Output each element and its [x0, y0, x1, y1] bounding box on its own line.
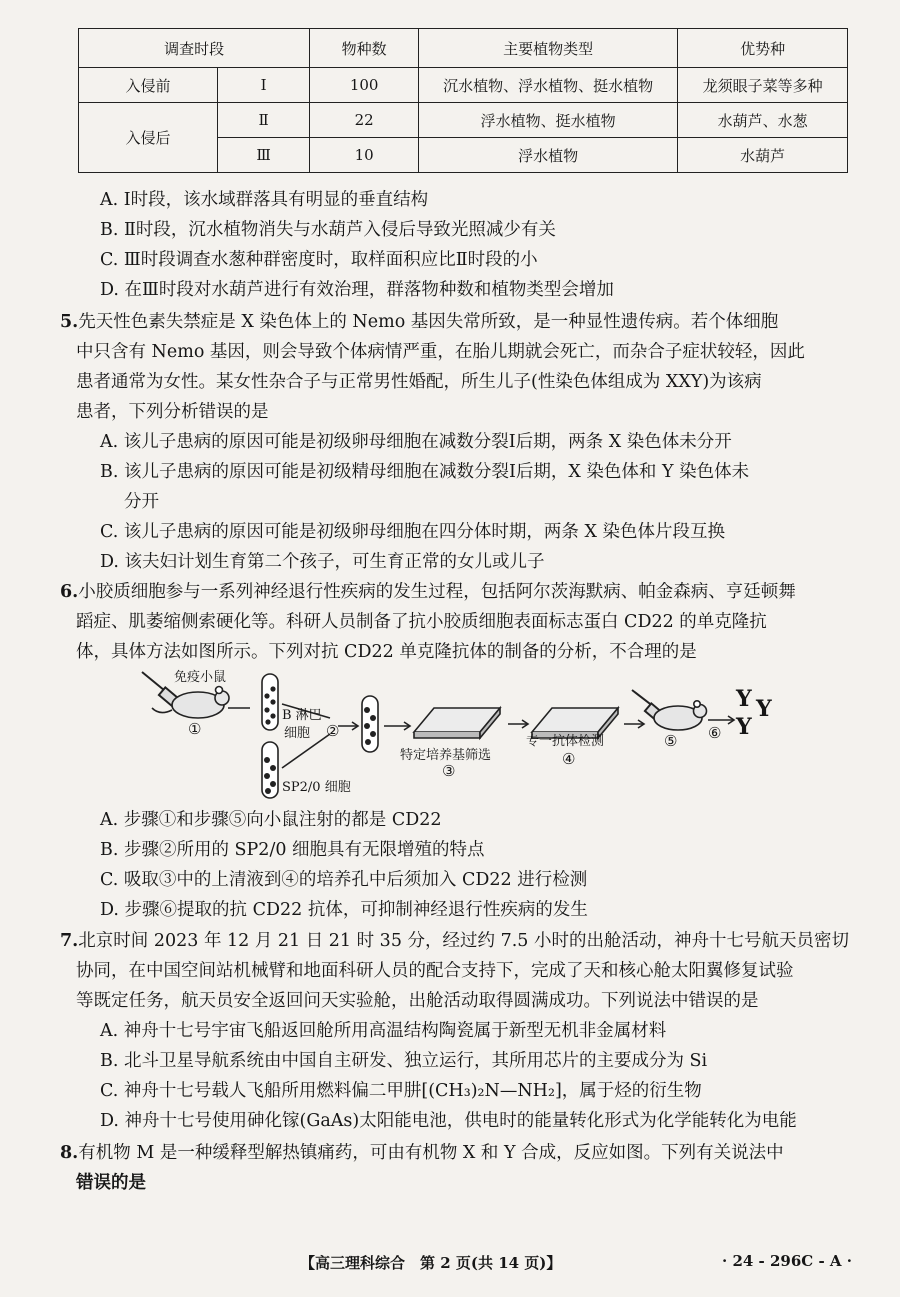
q6-option-a: A. 步骤①和步骤⑤向小鼠注射的都是 CD22 [100, 810, 442, 830]
q7-line-2: 协同，在中国空间站机械臂和地面科研人员的配合支持下，完成了天和核心舱太阳翼修复试验 [76, 961, 794, 981]
q5-option-b-cont: 分开 [124, 492, 159, 512]
species-cell: 100 [310, 68, 419, 103]
q4-option-b: B. Ⅱ时段，沉水植物消失与水葫芦入侵后导致光照减少有关 [100, 220, 556, 240]
step-3-label: ③ [442, 762, 456, 780]
table-header-row [79, 29, 848, 68]
q6-option-d: D. 步骤⑥提取的抗 CD22 抗体，可抑制神经退行性疾病的发生 [100, 900, 588, 920]
q8-number: 8. [60, 1143, 79, 1163]
screen-label: 特定培养基筛选 [400, 748, 492, 763]
q6-number: 6. [60, 582, 79, 602]
q6-option-c: C. 吸取③中的上清液到④的培养孔中后须加入 CD22 进行检测 [100, 870, 588, 890]
sp20-label: SP2/0 细胞 [282, 780, 351, 795]
antibody-diagram [130, 660, 790, 805]
table-row [79, 103, 848, 138]
types-cell: 浮水植物、挺水植物 [419, 103, 678, 138]
step-6-label: ⑥ [708, 724, 722, 742]
step-4-label: ④ [562, 750, 576, 768]
fusion-tube-icon [362, 696, 378, 752]
q7-line-1 [60, 929, 849, 953]
page-footer: 【高三理科综合 第 2 页(共 14 页)】 [300, 1254, 562, 1272]
q5-option-d: D. 该夫妇计划生育第二个孩子，可生育正常的女儿或儿子 [100, 552, 545, 572]
species-cell: 10 [310, 138, 419, 173]
q4-option-d: D. 在Ⅲ时段对水葫芦进行有效治理，群落物种数和植物类型会增加 [100, 280, 614, 300]
q6-option-b: B. 步骤②所用的 SP2/0 细胞具有无限增殖的特点 [100, 840, 485, 860]
b-cell-label-2: 细胞 [284, 726, 311, 741]
q4-option-a: A. Ⅰ时段，该水域群落具有明显的垂直结构 [100, 190, 429, 210]
q5-option-c: C. 该儿子患病的原因可能是初级卵母细胞在四分体时期，两条 X 染色体片段互换 [100, 522, 725, 542]
q7-line-3: 等既定任务，航天员安全返回问天实验舱，出舱活动取得圆满成功。下列说法中错误的是 [76, 991, 759, 1011]
q7-option-a: A. 神舟十七号宇宙飞船返回舱所用高温结构陶瓷属于新型无机非金属材料 [100, 1021, 667, 1041]
q4-option-c: C. Ⅲ时段调查水葱种群密度时，取样面积应比Ⅱ时段的小 [100, 250, 538, 270]
culture-plate-icon [414, 708, 500, 738]
survey-table [78, 28, 848, 173]
detect-label: 专一抗体检测 [526, 734, 605, 749]
dominant-cell: 龙须眼子菜等多种 [678, 68, 848, 103]
types-cell: 沉水植物、浮水植物、挺水植物 [419, 68, 678, 103]
q6-line-3: 体，具体方法如图所示。下列对抗 CD22 单克隆抗体的制备的分析，不合理的是 [76, 642, 697, 662]
q8-line-1 [60, 1141, 784, 1165]
q7-option-d: D. 神舟十七号使用砷化镓(GaAs)太阳能电池，供电时的能量转化形式为化学能转化为电能 [100, 1111, 797, 1131]
dominant-cell: 水葫芦、水葱 [678, 103, 848, 138]
table-row [79, 68, 848, 103]
q5-line-4: 患者，下列分析错误的是 [76, 402, 269, 422]
q6-text: 小胶质细胞参与一系列神经退行性疾病的发生过程，包括阿尔茨海默病、帕金森病、亨廷顿舞 [78, 582, 796, 602]
q5-line-3: 患者通常为女性。某女性杂合子与正常男性婚配，所生儿子(性染色体组成为 XXY)为该病 [76, 372, 762, 392]
types-cell: 浮水植物 [419, 138, 678, 173]
q7-option-c: C. 神舟十七号载人飞船所用燃料偏二甲肼[(CH₃)₂N—NH₂]，属于烃的衍生物 [100, 1081, 702, 1101]
header-dominant: 优势种 [678, 29, 848, 68]
b-cell-tube-icon [262, 674, 278, 730]
header-species: 物种数 [310, 29, 419, 68]
antibody-mark: Y [736, 714, 752, 740]
antibody-mark: Y [736, 686, 752, 712]
q5-text: 先天性色素失禁症是 X 染色体上的 Nemo 基因失常所致，是一种显性遗传病。若个体细胞 [78, 312, 779, 332]
q5-line-2: 中只含有 Nemo 基因，则会导致个体病情严重，在胎儿期就会死亡，而杂合子症状较轻，因此 [76, 342, 805, 362]
b-cell-label-1: B 淋巴 [282, 708, 322, 723]
step-2-label: ② [326, 722, 340, 740]
sp20-tube-icon [262, 742, 278, 798]
period-cell: 入侵前 [79, 68, 218, 103]
species-cell: 22 [310, 103, 419, 138]
q5-number: 5. [60, 312, 79, 332]
stage-cell: Ⅲ [218, 138, 310, 173]
q7-number: 7. [60, 931, 79, 951]
q5-option-a: A. 该儿子患病的原因可能是初级卵母细胞在减数分裂Ⅰ后期，两条 X 染色体未分开 [100, 432, 732, 452]
mouse-label: 免疫小鼠 [174, 670, 227, 685]
q5-option-b: B. 该儿子患病的原因可能是初级精母细胞在减数分裂Ⅰ后期，X 染色体和 Y 染色体未 [100, 462, 750, 482]
diagram-graphics [130, 660, 790, 805]
header-types: 主要植物类型 [419, 29, 678, 68]
stage-cell: Ⅱ [218, 103, 310, 138]
mouse-icon [654, 701, 707, 730]
dominant-cell: 水葫芦 [678, 138, 848, 173]
step-5-label: ⑤ [664, 732, 678, 750]
period-cell: 入侵后 [79, 103, 218, 173]
step-1-label: ① [188, 720, 202, 738]
q8-line-2: 错误的是 [76, 1173, 146, 1193]
q6-line-2: 蹈症、肌萎缩侧索硬化等。科研人员制备了抗小胶质细胞表面标志蛋白 CD22 的单克隆抗 [76, 612, 767, 632]
stage-cell: Ⅰ [218, 68, 310, 103]
q6-line-1 [60, 580, 796, 604]
header-period: 调查时段 [79, 29, 310, 68]
q8-text: 有机物 M 是一种缓释型解热镇痛药，可由有机物 X 和 Y 合成，反应如图。下列有关说法中 [78, 1143, 784, 1163]
q7-option-b: B. 北斗卫星导航系统由中国自主研发、独立运行，其所用芯片的主要成分为 Si [100, 1051, 708, 1071]
antibody-mark: Y [756, 696, 772, 722]
paper-code: · 24 - 296C - A · [722, 1252, 852, 1270]
q5-line-1 [60, 310, 778, 334]
q7-text: 北京时间 2023 年 12 月 21 日 21 时 35 分，经过约 7.5 小时的出舱活动，神舟十七号航天员密切 [78, 931, 849, 951]
